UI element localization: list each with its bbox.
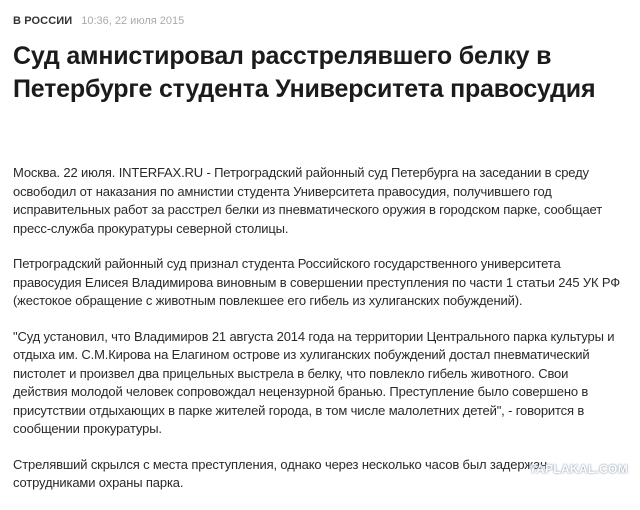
article-meta: [13, 13, 184, 29]
article-paragraph: Москва. 22 июля. INTERFAX.RU - Петроградский районный суд Петербурга на заседании в среду освободил от наказания по амнистии студента Университета правосудия, получившего год исправительных работ за расстрел белки из пневматического оружия в городском парке, сообщает пресс-служба прокуратуры северной столицы.: [13, 165, 602, 236]
article-body: [13, 164, 625, 510]
article-headline: Суд амнистировал расстрелявшего белку в Петербурге студента Университета правосудия: [13, 42, 596, 103]
publish-timestamp: 10:36, 22 июля 2015: [81, 15, 185, 27]
article-paragraph: "Суд установил, что Владимиров 21 августа 2014 года на территории Центрального парка культуры и отдыха им. С.М.Кирова на Елагином острове из хулиганских побуждений достал пневматический пистолет и произвел два прицельных выстрела в белку, что повлекло гибель животного. Свои действия молодой человек сопровождал нецензурной бранью. Преступление было совершено в присутствии отдыхающих в парке жителей города, в том числе малолетних детей", - говорится в сообщении прокуратуры.: [13, 328, 615, 436]
site-watermark: YAPLAKAL.COM: [528, 462, 628, 476]
section-link[interactable]: В РОССИИ: [13, 15, 73, 27]
article-paragraph: Стрелявший скрылся с места преступления, однако через несколько часов был задержан сотрудниками охраны парка.: [13, 456, 548, 490]
article-paragraph: Петроградский районный суд признал студента Российского государственного университета правосудия Елисея Владимирова виновным в совершении преступления по части 1 статьи 245 УК РФ (жестокое обращение с животным повлекшее его гибель из хулиганских побуждений).: [13, 256, 621, 308]
